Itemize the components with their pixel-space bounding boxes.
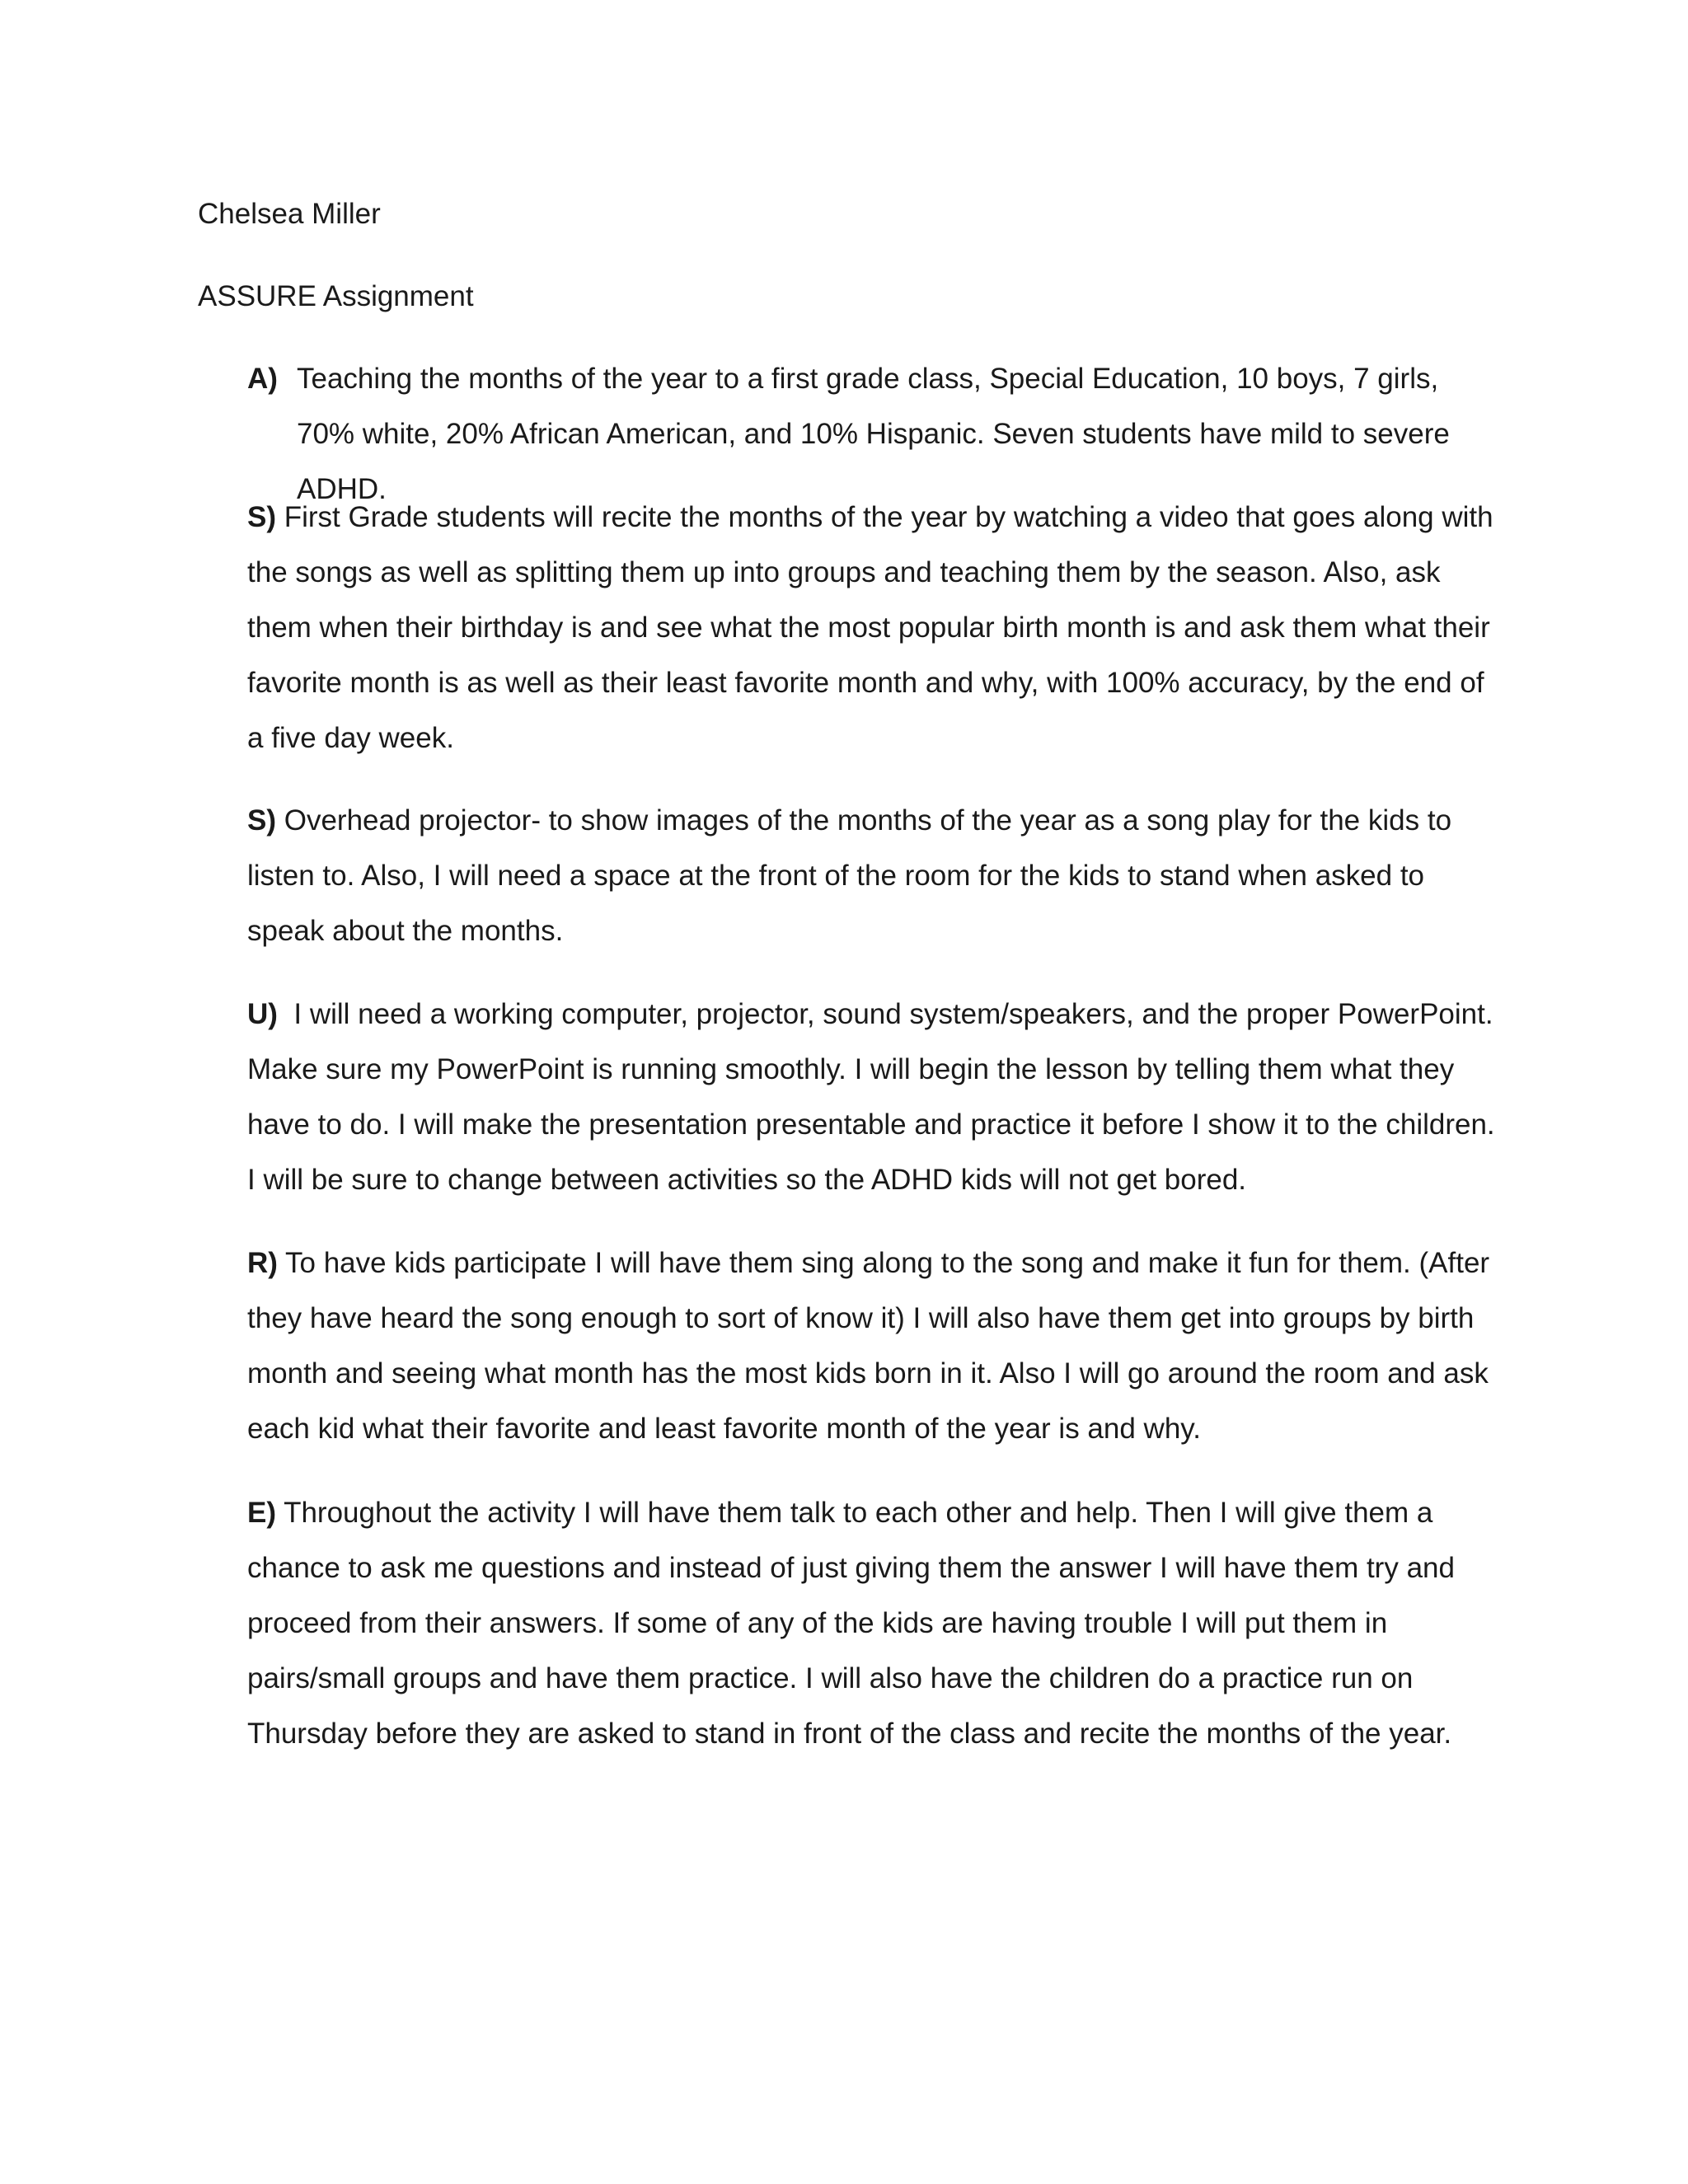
section-text: Teaching the months of the year to a first grade class, Special Education, 10 boys, 7 girls, 70% white, 20% African American, and 10% Hispanic. Seven students have mild to severe ADHD.: [297, 363, 1450, 505]
section-require-participation: [247, 1235, 1500, 1456]
section-letter: E): [247, 1497, 276, 1529]
section-letter: S): [247, 804, 276, 837]
section-text: Overhead projector- to show images of the months of the year as a song play for the kids to listen to. Also, I will need a space at the front of the room for the kids to stand when asked to speak about the months.: [247, 804, 1452, 947]
section-utilize-media: [247, 987, 1503, 1207]
author-name: Chelsea Miller: [198, 198, 381, 230]
section-select-methods: [247, 793, 1500, 958]
section-evaluate: [247, 1485, 1500, 1761]
section-letter: U): [247, 998, 278, 1030]
section-letter: R): [247, 1247, 278, 1279]
document-title: ASSURE Assignment: [198, 280, 474, 312]
section-text: To have kids participate I will have them sing along to the song and make it fun for them. (After they have heard the song enough to sort of know it) I will also have them get into groups by birth month and seeing what month has the most kids born in it. Also I will go around the room and ask each kid what their favorite and least favorite month of the year is and why.: [247, 1247, 1490, 1445]
section-text: Throughout the activity I will have them talk to each other and help. Then I will give them a chance to ask me questions and instead of just giving them the answer I will have them try and proceed from their answers. If some of any of the kids are having trouble I will put them in pairs/small groups and have them practice. I will also have the children do a practice run on Thursday before they are asked to stand in front of the class and recite the months of the year.: [247, 1497, 1455, 1750]
section-text: I will need a working computer, projector, sound system/speakers, and the proper PowerPoint. Make sure my PowerPoint is running smoothly. I will begin the lesson by telling them what they have to do. I will make the presentation presentable and practice it before I show it to the children. I will be sure to change between activities so the ADHD kids will not get bored.: [247, 998, 1503, 1196]
section-state-objectives: [247, 490, 1500, 766]
section-letter: A): [247, 363, 278, 395]
section-letter: S): [247, 501, 276, 533]
section-text: First Grade students will recite the months of the year by watching a video that goes along with the songs as well as splitting them up into groups and teaching them by the season. Also, ask them when their birthday is and see what the most popular birth month is and ask them what their favorite month is as well as their least favorite month and why, with 100% accuracy, by the end of a five day week.: [247, 501, 1493, 754]
